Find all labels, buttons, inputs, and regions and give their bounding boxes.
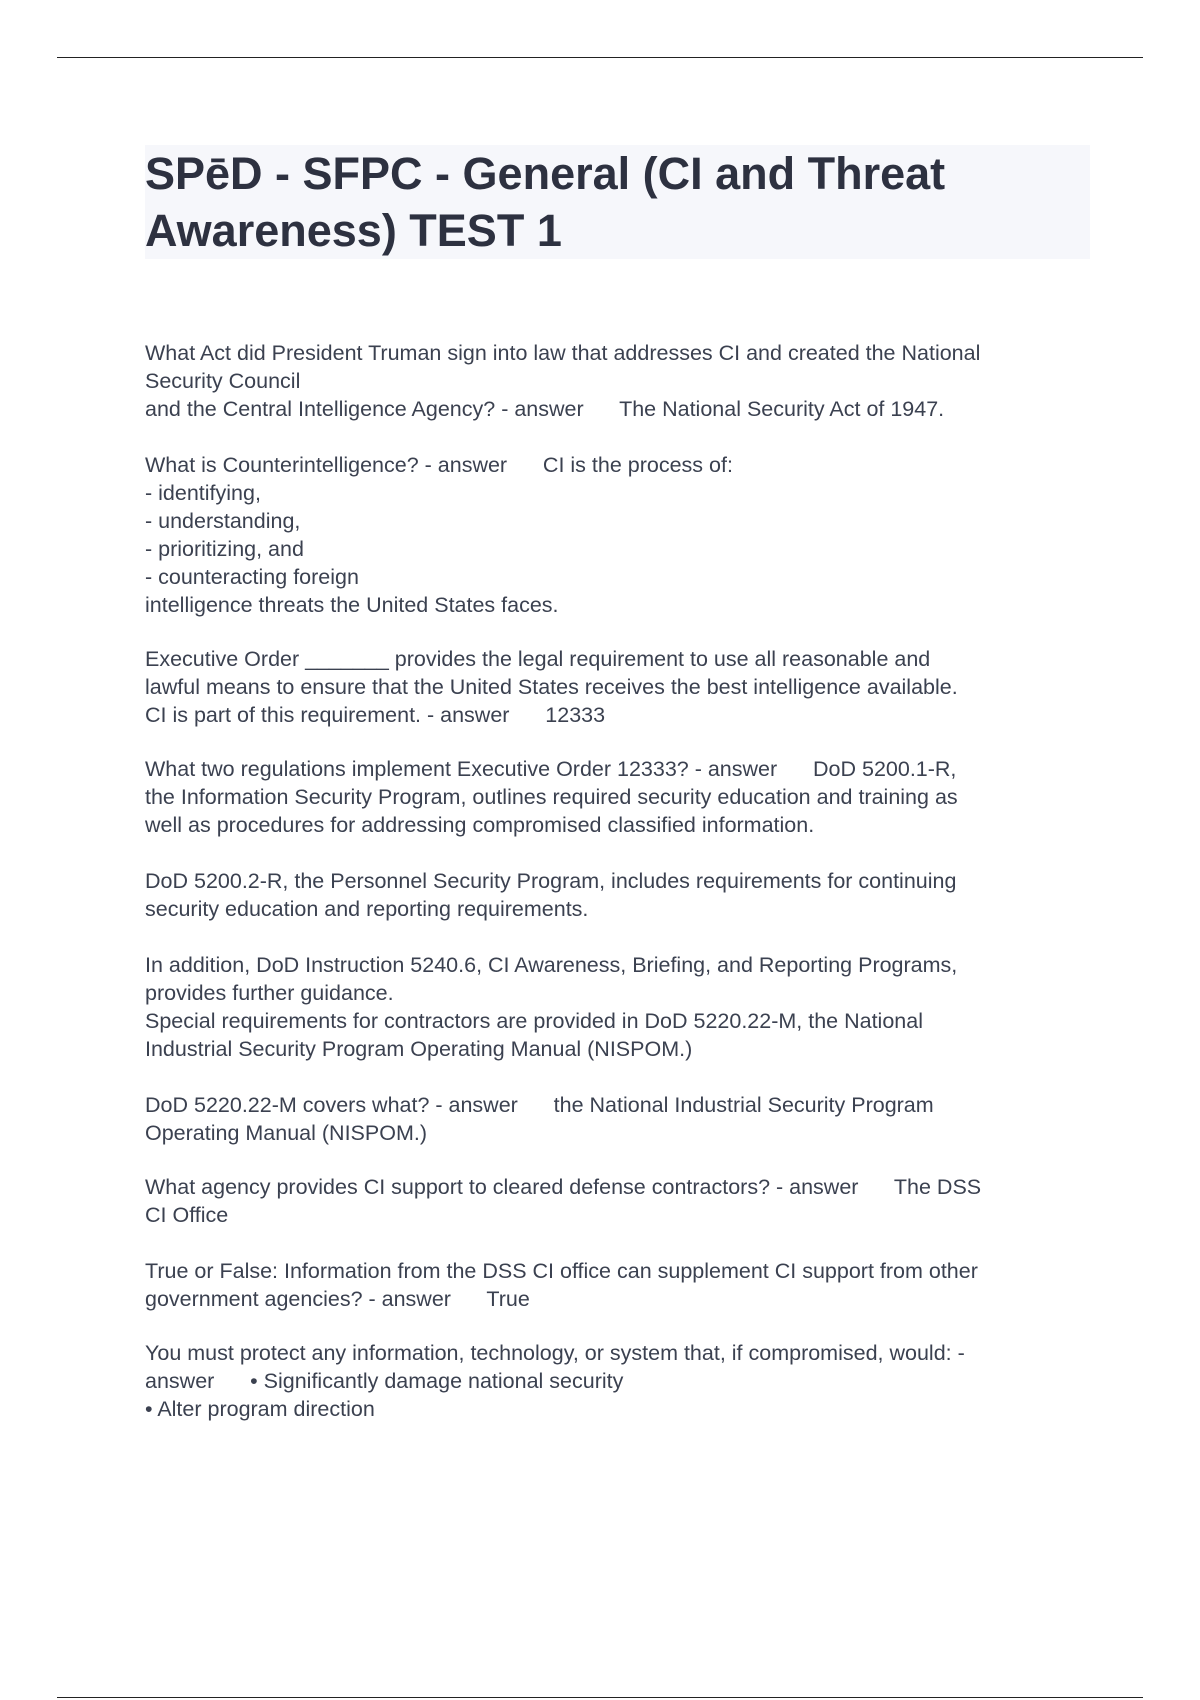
qa-entry (145, 951, 1095, 1063)
qa-line: You must protect any information, technology, or system that, if compromised, would: - (145, 1341, 965, 1365)
qa-line: the Information Security Program, outlines required security education and training as (145, 785, 958, 809)
qa-line: intelligence threats the United States faces. (145, 593, 559, 617)
title-line: Awareness) TEST 1 (145, 205, 562, 256)
header-rule (57, 57, 1143, 58)
qa-list (145, 339, 1095, 1423)
qa-line: Security Council (145, 369, 301, 393)
qa-line: What agency provides CI support to cleared defense contractors? - answer The DSS (145, 1175, 982, 1199)
qa-line: What is Counterintelligence? - answer CI is the process of: (145, 453, 733, 477)
qa-line: - prioritizing, and (145, 537, 304, 561)
qa-line: lawful means to ensure that the United States receives the best intelligence available. (145, 675, 958, 699)
qa-line: CI Office (145, 1203, 229, 1227)
qa-entry (145, 755, 1095, 839)
qa-entry (145, 1339, 1095, 1423)
qa-line: - counteracting foreign (145, 565, 359, 589)
qa-entry (145, 1257, 1095, 1313)
footer-rule (57, 1697, 1143, 1698)
qa-line: DoD 5200.2-R, the Personnel Security Program, includes requirements for continuing (145, 869, 957, 893)
qa-line: government agencies? - answer True (145, 1287, 530, 1311)
qa-line: What Act did President Truman sign into law that addresses CI and created the National (145, 341, 981, 365)
qa-line: Industrial Security Program Operating Manual (NISPOM.) (145, 1037, 693, 1061)
qa-line: What two regulations implement Executive Order 12333? - answer DoD 5200.1-R, (145, 757, 957, 781)
qa-entry (145, 645, 1095, 729)
qa-entry (145, 1173, 1095, 1229)
qa-line: Executive Order _______ provides the legal requirement to use all reasonable and (145, 647, 931, 671)
qa-line: provides further guidance. (145, 981, 394, 1005)
qa-line: • Alter program direction (145, 1397, 375, 1421)
qa-line: - identifying, (145, 481, 261, 505)
qa-line: Special requirements for contractors are provided in DoD 5220.22-M, the National (145, 1009, 923, 1033)
qa-line: DoD 5220.22-M covers what? - answer the National Industrial Security Program (145, 1093, 934, 1117)
qa-line: and the Central Intelligence Agency? - answer The National Security Act of 1947. (145, 397, 945, 421)
qa-line: well as procedures for addressing compromised classified information. (145, 813, 815, 837)
qa-line: CI is part of this requirement. - answer 12333 (145, 703, 606, 727)
qa-line: Operating Manual (NISPOM.) (145, 1121, 427, 1145)
qa-line: - understanding, (145, 509, 301, 533)
qa-entry (145, 339, 1095, 423)
qa-line: In addition, DoD Instruction 5240.6, CI Awareness, Briefing, and Reporting Programs, (145, 953, 958, 977)
document-title (145, 145, 1090, 259)
qa-entry (145, 867, 1095, 923)
title-line: SPēD - SFPC - General (CI and Threat (145, 148, 946, 199)
qa-line: True or False: Information from the DSS CI office can supplement CI support from other (145, 1259, 978, 1283)
qa-entry (145, 451, 1095, 619)
qa-line: security education and reporting requirements. (145, 897, 589, 921)
qa-line: answer • Significantly damage national security (145, 1369, 624, 1393)
qa-entry (145, 1091, 1095, 1147)
